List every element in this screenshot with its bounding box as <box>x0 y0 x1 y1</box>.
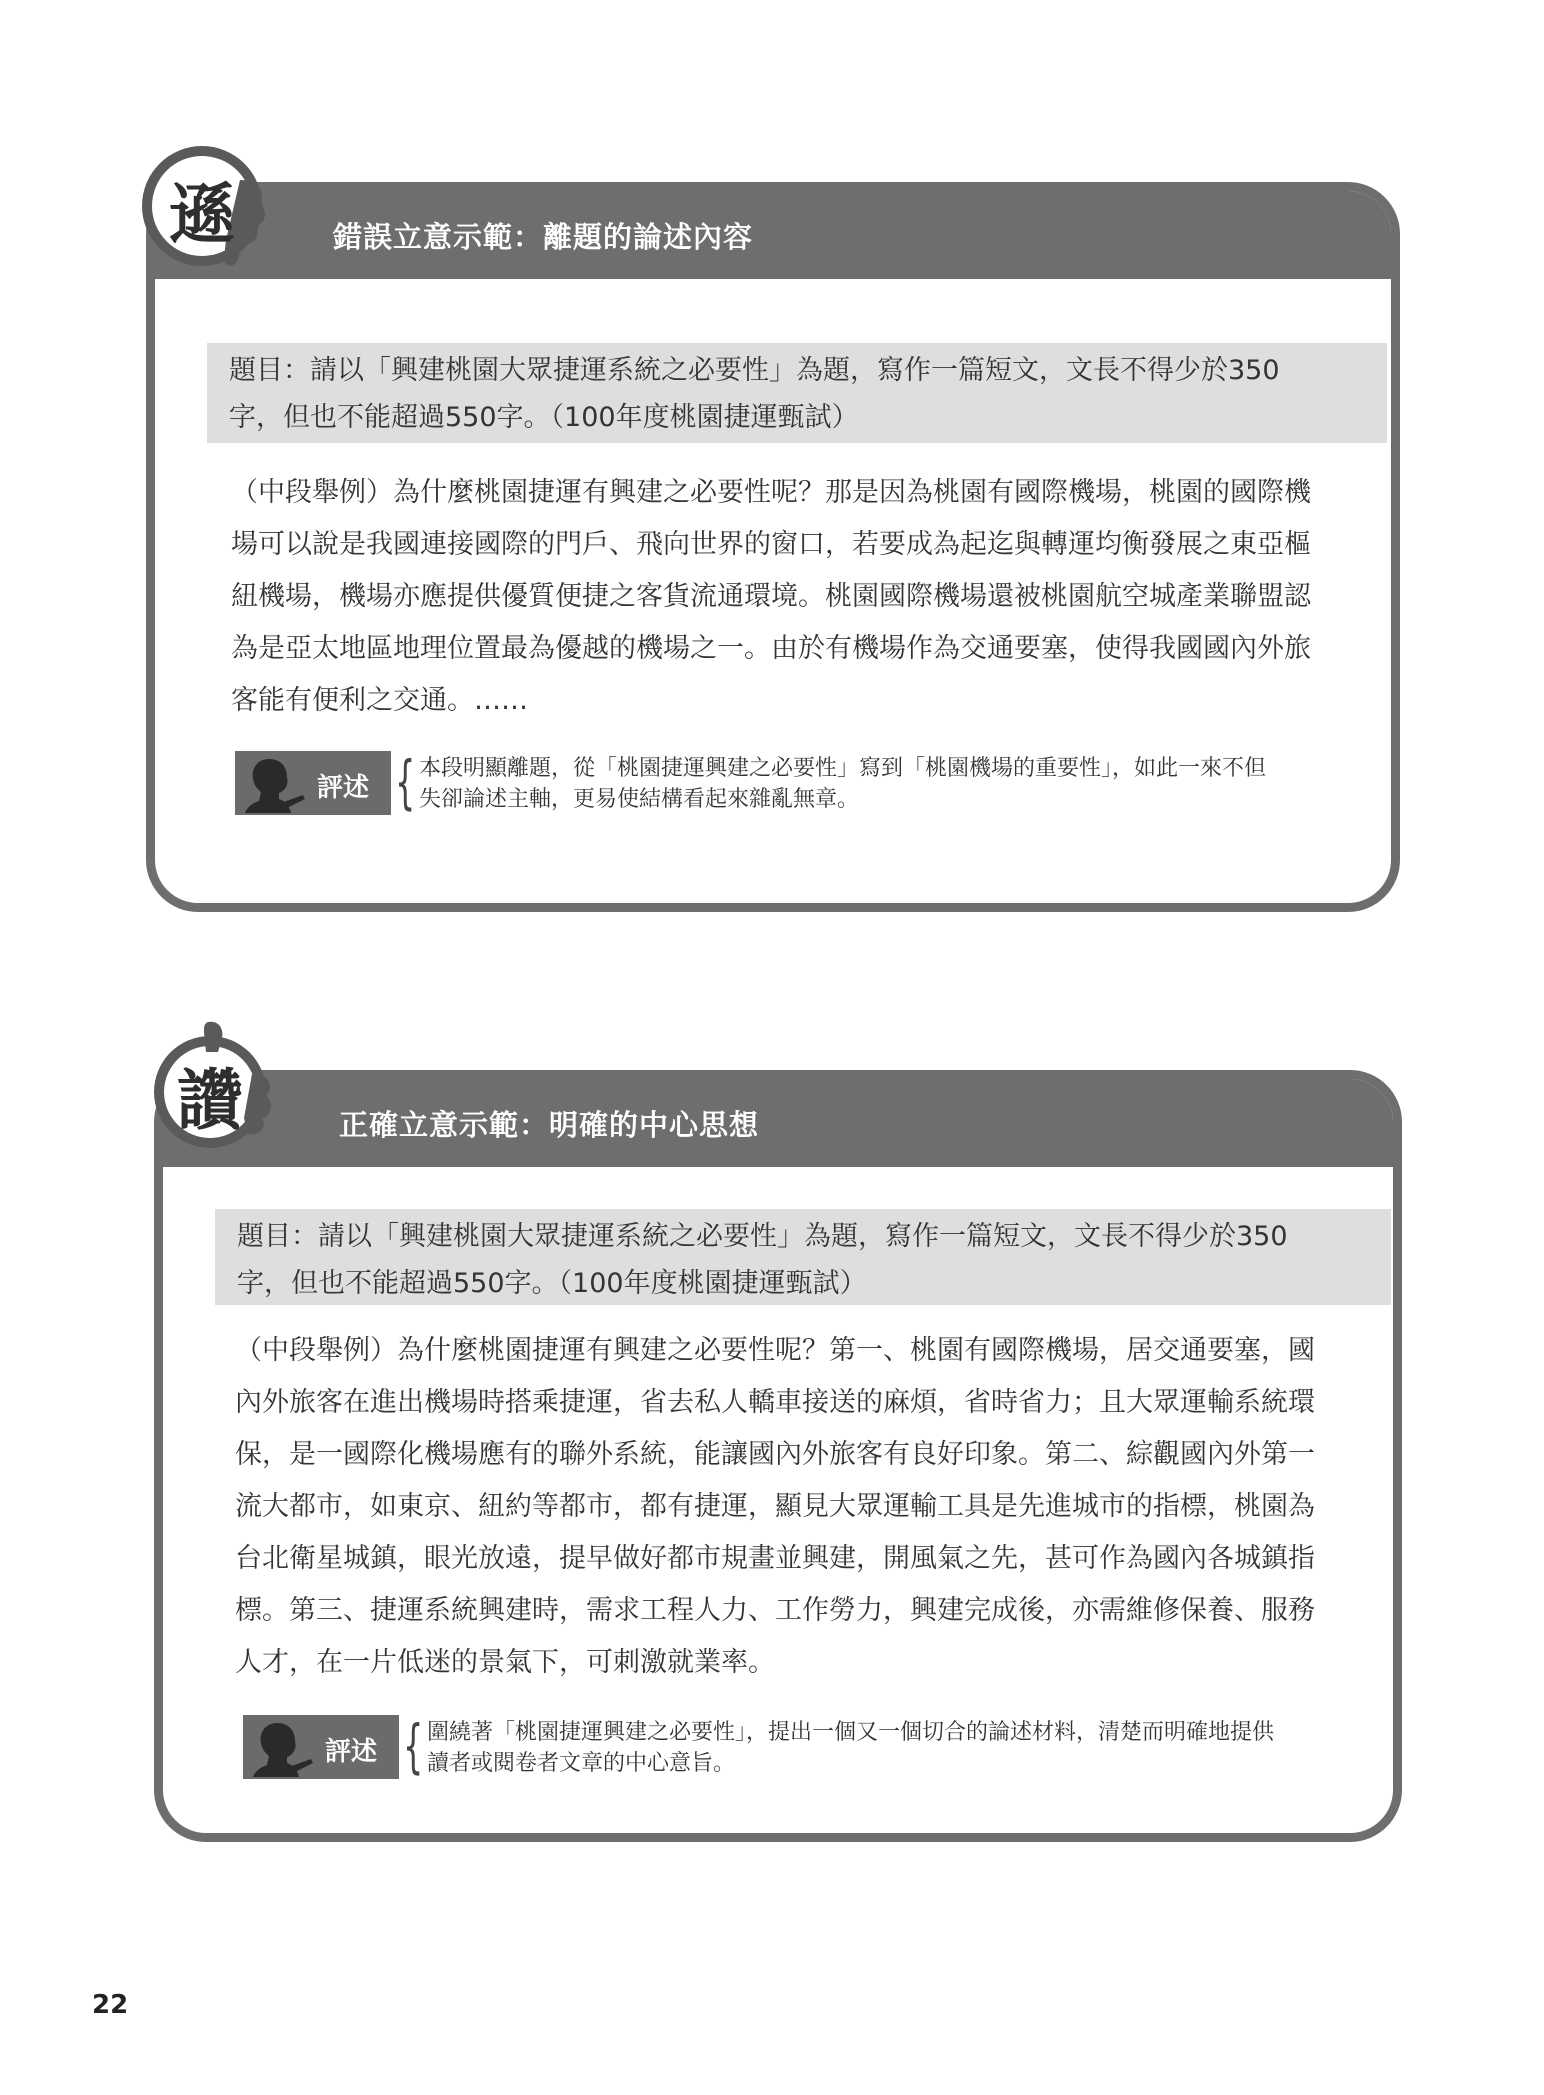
comment-brace: { <box>403 1712 424 1780</box>
body-line: 台北衛星城鎮，眼光放遠，提早做好都市規畫並興建，開風氣之先，甚可作為國內各城鎮指 <box>235 1543 1315 1574</box>
page-number: 22 <box>92 1990 129 2020</box>
wrong-example-panel <box>146 182 1400 912</box>
question-line: 字，但也不能超過550字。（100年度桃園捷運甄試） <box>229 402 859 433</box>
wrong-example-title: 錯誤立意示範：離題的論述內容 <box>333 220 754 254</box>
correct-example-title: 正確立意示範：明確的中心思想 <box>339 1108 760 1142</box>
correct-example-header <box>163 1079 1393 1167</box>
question-line: 題目：請以「興建桃園大眾捷運系統之必要性」為題，寫作一篇短文，文長不得少於350 <box>237 1221 1288 1252</box>
body-line: （中段舉例）為什麼桃園捷運有興建之必要性呢？第一、桃園有國際機場，居交通要塞，國 <box>235 1335 1315 1366</box>
correct-example-panel <box>154 1070 1402 1842</box>
comment-line: 讀者或閱卷者文章的中心意旨。 <box>427 1751 736 1776</box>
body-line: 紐機場，機場亦應提供優質便捷之客貨流通環境。桃園國際機場還被桃園航空城產業聯盟認 <box>231 581 1311 612</box>
body-line: 保，是一國際化機場應有的聯外系統，能讓國內外旅客有良好印象。第二、綜觀國內外第一 <box>235 1439 1315 1470</box>
comment-text <box>419 753 1266 815</box>
comment-tag <box>235 751 391 815</box>
wrong-example-header <box>155 191 1391 279</box>
body-line: 為是亞太地區地理位置最為優越的機場之一。由於有機場作為交通要塞，使得我國國內外旅 <box>231 633 1311 664</box>
body-line: 標。第三、捷運系統興建時，需求工程人力、工作勞力，興建完成後，亦需維修保養、服務 <box>235 1595 1315 1626</box>
body-line: 場可以說是我國連接國際的門戶、飛向世界的窗口，若要成為起迄與轉運均衡發展之東亞樞 <box>231 529 1311 560</box>
correct-example-question <box>215 1209 1391 1305</box>
wrong-example-comment <box>235 748 1375 816</box>
thumb-up-badge <box>148 1018 280 1150</box>
question-line: 題目：請以「興建桃園大眾捷運系統之必要性」為題，寫作一篇短文，文長不得少於350 <box>229 355 1280 386</box>
comment-text <box>427 1717 1274 1779</box>
correct-example-body <box>235 1325 1315 1689</box>
body-line: 客能有便利之交通。…… <box>231 685 528 716</box>
body-line: 人才，在一片低迷的景氣下，可刺激就業率。 <box>235 1647 775 1678</box>
body-line: （中段舉例）為什麼桃園捷運有興建之必要性呢？那是因為桃園有國際機場，桃園的國際機 <box>231 477 1311 508</box>
badge-character: 讚 <box>177 1060 243 1139</box>
correct-example-comment <box>243 1712 1383 1780</box>
comment-label: 評述 <box>325 1737 378 1767</box>
comment-tag <box>243 1715 399 1779</box>
comment-brace: { <box>395 748 416 816</box>
wrong-example-question <box>207 343 1387 443</box>
comment-label: 評述 <box>317 773 370 803</box>
comment-line: 失卻論述主軸，更易使結構看起來雜亂無章。 <box>419 787 860 812</box>
comment-line: 本段明顯離題，從「桃園捷運興建之必要性」寫到「桃園機場的重要性」，如此一來不但 <box>419 756 1267 781</box>
body-line: 流大都市，如東京、紐約等都市，都有捷運，顯見大眾運輸工具是先進城市的指標，桃園為 <box>235 1491 1315 1522</box>
comment-line: 圍繞著「桃園捷運興建之必要性」，提出一個又一個切合的論述材料，清楚而明確地提供 <box>427 1720 1275 1745</box>
speaker-silhouette-icon <box>249 1719 319 1777</box>
body-line: 內外旅客在進出機場時搭乘捷運，省去私人轎車接送的麻煩，省時省力；且大眾運輸系統環 <box>235 1387 1315 1418</box>
thumb-down-badge <box>140 140 272 272</box>
question-line: 字，但也不能超過550字。（100年度桃園捷運甄試） <box>237 1268 867 1299</box>
badge-character: 遜 <box>169 174 235 253</box>
speaker-silhouette-icon <box>241 755 311 813</box>
wrong-example-body <box>231 467 1311 727</box>
